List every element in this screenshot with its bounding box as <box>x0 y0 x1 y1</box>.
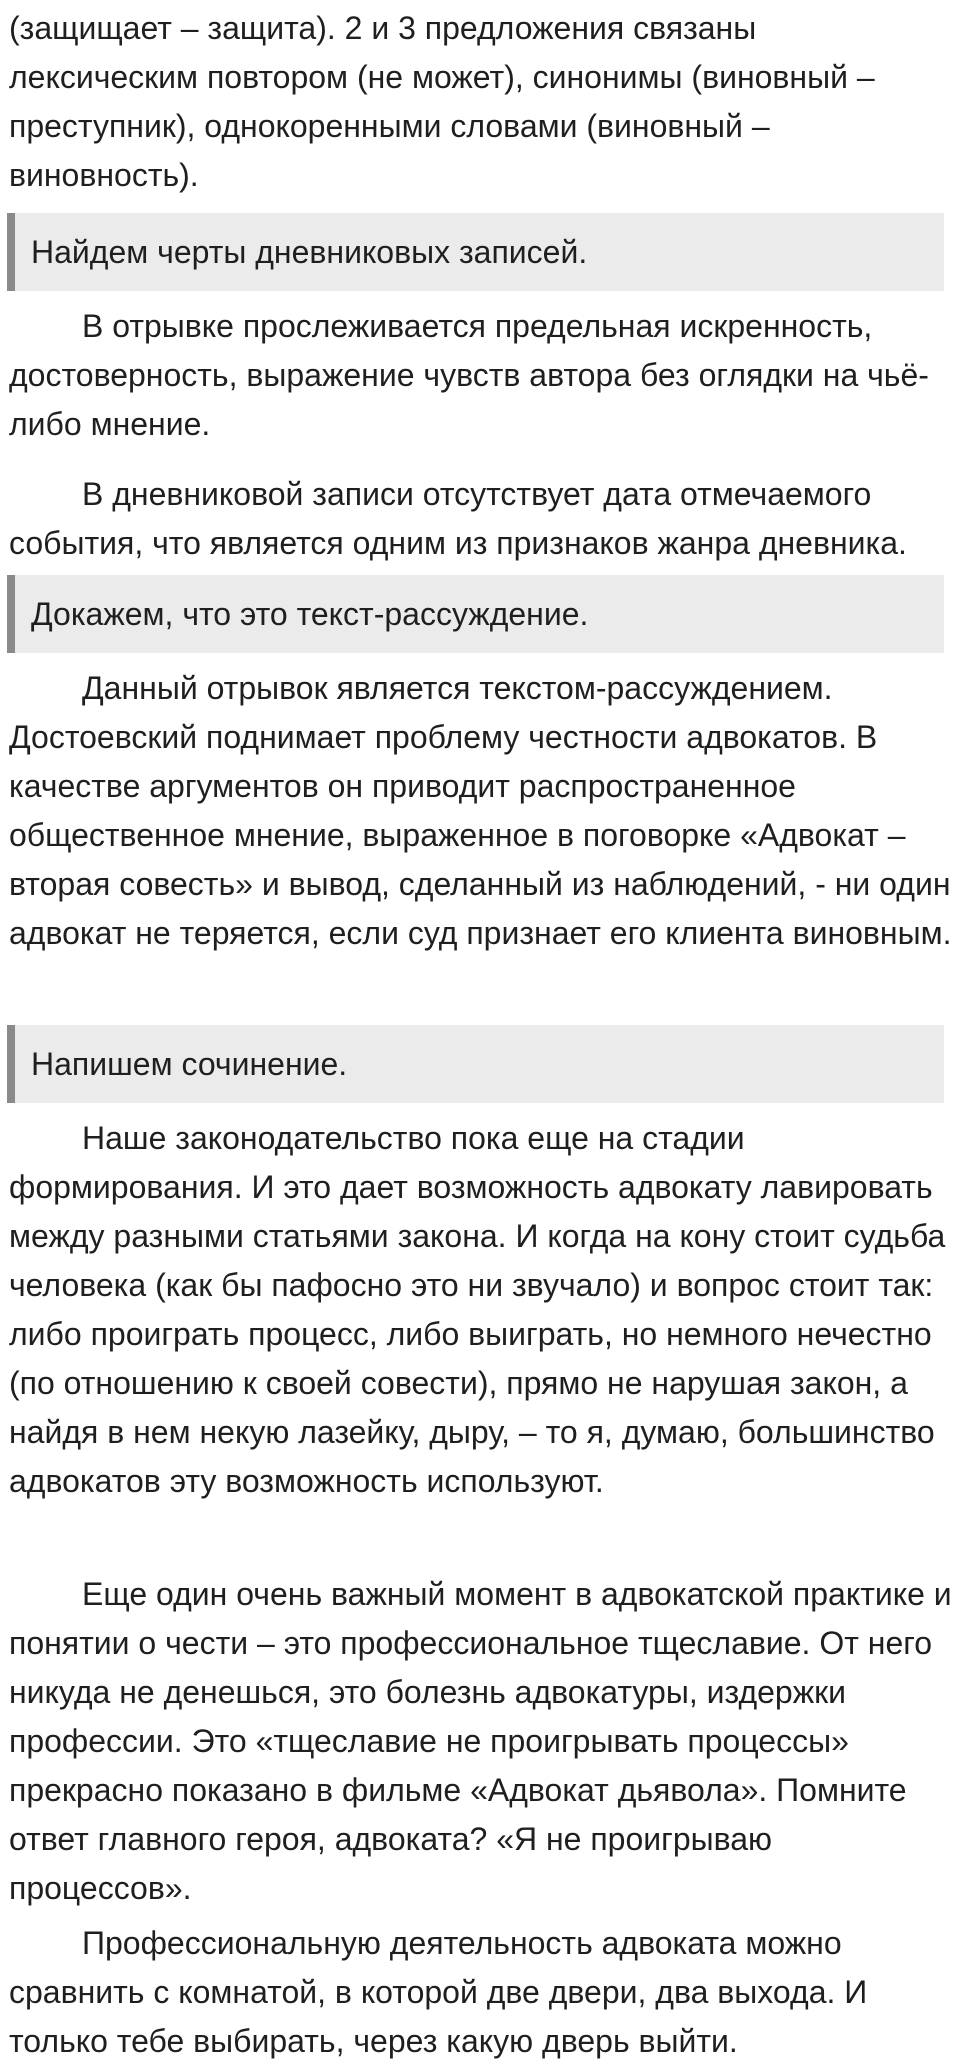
paragraph-reasoning-1: Данный отрывок является текстом-рассуждением. Достоевский поднимает проблему честности адвокатов. В качестве аргументов он приводит распространенное общественное мнение, выраженное в поговорке «Адвокат – вторая совесть» и вывод, сделанный из наблюдений, - ни один адвокат не теряется, если суд признает его клиента виновным. <box>9 670 952 951</box>
paragraph-diary-1: В отрывке прослеживается предельная искренность, достоверность, выражение чувств автора без оглядки на чьё-либо мнение. <box>9 308 929 442</box>
section-heading-text: Напишем сочинение. <box>31 1045 348 1082</box>
paragraph-essay-3: Профессиональную деятельность адвоката можно сравнить с комнатой, в которой две двери, два выхода. И только тебе выбирать, через какую дверь выйти. <box>9 1925 868 2059</box>
section-heading-text: Найдем черты дневниковых записей. <box>31 233 588 270</box>
section-heading-diary <box>7 213 944 291</box>
section-heading-essay <box>7 1025 944 1103</box>
section-heading-text: Докажем, что это текст-рассуждение. <box>31 595 589 632</box>
paragraph-essay-2: Еще один очень важный момент в адвокатской практике и понятии о чести – это профессиональное тщеславие. От него никуда не денешься, это болезнь адвокатуры, издержки профессии. Это «тщеславие не проигрывать процессы» прекрасно показано в фильме «Адвокат дьявола». Помните ответ главного героя, адвоката? «Я не проигрываю процессов». <box>9 1576 952 1906</box>
paragraph-diary-2: В дневниковой записи отсутствует дата отмечаемого события, что является одним из признаков жанра дневника. <box>9 476 907 561</box>
intro-paragraph: (защищает – защита). 2 и 3 предложения связаны лексическим повтором (не может), синонимы (виновный – преступник), однокоренными словами (виновный – виновность). <box>9 10 875 193</box>
paragraph-essay-1: Наше законодательство пока еще на стадии формирования. И это дает возможность адвокату лавировать между разными статьями закона. И когда на кону стоит судьба человека (как бы пафосно это ни звучало) и вопрос стоит так: либо проиграть процесс, либо выиграть, но немного нечестно (по отношению к своей совести), прямо не нарушая закон, а найдя в нем некую лазейку, дыру, – то я, думаю, большинство адвокатов эту возможность используют. <box>9 1120 946 1499</box>
section-heading-reasoning <box>7 575 944 653</box>
